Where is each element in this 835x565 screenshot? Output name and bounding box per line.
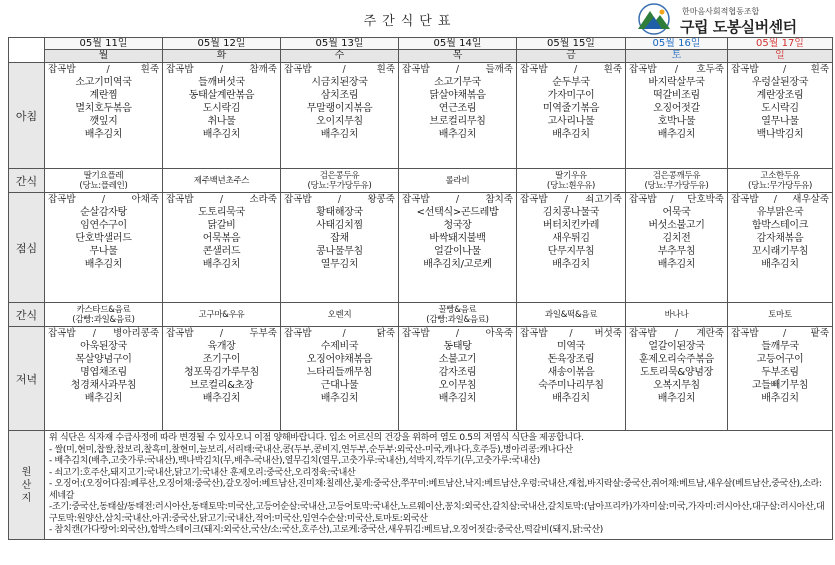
meal-header <box>402 194 513 206</box>
lunch-cell <box>399 193 517 303</box>
mountain-logo-icon <box>632 3 676 35</box>
date-cell: 05월 16일 <box>626 38 728 50</box>
dish-item: 닭갈비 <box>207 220 236 231</box>
slash-divider: / <box>773 194 777 205</box>
dish-item: 가자미구이 <box>547 90 595 101</box>
snack-item: (감빵:과일&음료) <box>426 314 489 325</box>
snack-item: 고구마&우유 <box>198 309 245 320</box>
slash-divider: / <box>674 64 679 75</box>
meal-header <box>520 194 622 206</box>
rice-label: 잡곡밥 <box>402 194 430 205</box>
porridge-label: 흰죽 <box>140 64 159 75</box>
dish-item: 멸치호두볶음 <box>75 103 132 114</box>
dish-item: 아욱된장국 <box>80 341 127 352</box>
dish-item: 계란장조림 <box>756 90 804 101</box>
dish-item: 오이무침 <box>438 380 477 391</box>
dish-item: 브로컬리&초장 <box>189 380 254 391</box>
snack-item: (당뇨:흰우유) <box>546 180 596 191</box>
origin-label-text: 원 산 지 <box>21 467 32 505</box>
lunch-cell <box>517 193 626 303</box>
dish-item: 근대나물 <box>320 380 359 391</box>
rice-label: 잡곡밥 <box>731 194 759 205</box>
dish-item: 백나박김치 <box>756 129 804 140</box>
snack-item: 카스타드&음료 <box>76 304 131 315</box>
date-cell: 05월 17일 <box>728 38 833 50</box>
meal-header <box>520 328 622 340</box>
snack-item: 딸기우유 <box>555 170 587 181</box>
dish-item: 수제비국 <box>320 341 359 352</box>
weekday-cell: 금 <box>517 50 626 63</box>
slash-divider: / <box>564 194 568 205</box>
dish-item: 고들빼기무침 <box>751 380 809 391</box>
snack-cell <box>626 303 728 327</box>
rice-label: 잡곡밥 <box>731 64 759 75</box>
dish-item: 도시락김 <box>202 103 241 114</box>
origin-label <box>9 431 45 540</box>
dish-item: 새송이볶음 <box>547 367 595 378</box>
snack-item: 롤라비 <box>445 175 470 186</box>
dish-item: 계란찜 <box>89 90 118 101</box>
dish-item: 배추김치 <box>657 393 696 404</box>
slash-divider: / <box>106 64 110 75</box>
snack-item: 과일&떡&음료 <box>544 309 598 320</box>
dish-item: 닭살야채볶음 <box>429 90 486 101</box>
porridge-label: 들깨죽 <box>485 64 513 75</box>
dish-item: 동태탕 <box>443 341 472 352</box>
meal-header <box>166 64 277 76</box>
lunch-cell <box>728 193 833 303</box>
porridge-label: 왕콩죽 <box>367 194 395 205</box>
dinner-cell <box>517 327 626 431</box>
dish-item: 조기구이 <box>202 354 241 365</box>
snack-item: 딸기요플레 <box>83 170 124 181</box>
dish-item: 훈제오리숙주볶음 <box>639 354 714 365</box>
snack1-label: 간식 <box>9 169 45 193</box>
dish-item: 삼치조림 <box>320 90 359 101</box>
dish-item: 들깨버섯국 <box>198 77 245 88</box>
slash-divider: / <box>219 64 224 75</box>
snack-item: 오렌지 <box>327 309 352 320</box>
dish-item: 순두부국 <box>552 77 590 88</box>
note-line: 위 식단은 식자재 수급사정에 따라 변경될 수 있사오니 이점 양해바랍니다. 입소 어르신의 건강을 위하여 염도 0.5의 저염식 식단을 제공합니다. <box>49 433 584 443</box>
slash-divider: / <box>573 64 578 75</box>
slash-divider: / <box>337 194 342 205</box>
note-line: - 쇠고기:호주산,돼지고기:국내산,닭고기:국내산 훈제오리:중국산,오리정육:국내산 <box>49 467 356 478</box>
dish-item: 임연수구이 <box>80 220 127 231</box>
dinner-cell <box>728 327 833 431</box>
meal-header <box>731 328 829 340</box>
meal-header <box>520 64 622 76</box>
slash-divider: / <box>455 194 460 205</box>
dish-item: 열무나물 <box>761 116 799 127</box>
porridge-label: 새우살죽 <box>792 194 829 205</box>
note-line: -조기:중국산,동태살/동태전:러시아산,동태토막:미국산,고등어순살:국내산,고등어토막:국내산,노르웨이산,꽁치:외국산,갈치살:국내산,갈치토막:(남아프리카)가자미살:미국,가자미:러시아산,대구살:러시아산,대구토막:원양산,삼치:국내산,아귀:중국산,닭고기:국내산,적어:미국산,임연수순살:미국산,토마토:외국산 <box>49 502 825 524</box>
porridge-label: 흰죽 <box>603 64 622 75</box>
snack-item: 검은콩깨두유 <box>652 170 701 181</box>
dish-item: 유부맑은국 <box>756 207 804 218</box>
slash-divider: / <box>342 328 346 339</box>
dish-item: 청포묵김가루무침 <box>184 367 259 378</box>
dish-item: 열무김치 <box>320 259 359 270</box>
rice-label: 잡곡밥 <box>166 194 194 205</box>
dish-item: 오복지무침 <box>653 380 700 391</box>
snack2-row <box>9 303 833 327</box>
rice-label: 잡곡밥 <box>520 194 548 205</box>
rice-label: 잡곡밥 <box>402 64 430 75</box>
porridge-label: 닭죽 <box>376 328 395 339</box>
dish-item: 배추김치 <box>552 259 590 270</box>
weekday-cell: 일 <box>728 50 833 63</box>
dish-item: 배추김치 <box>438 129 477 140</box>
dish-item: 배추김치 <box>761 259 799 270</box>
center-logo <box>632 3 832 37</box>
dish-item: 느타리들깨무침 <box>306 367 373 378</box>
dish-item: 배추김치 <box>202 259 241 270</box>
breakfast-label: 아침 <box>9 63 45 169</box>
dish-item: 육개장 <box>207 341 236 352</box>
dish-item: 순살감자탕 <box>80 207 127 218</box>
snack-item: 바나나 <box>664 309 689 320</box>
porridge-label: 흰죽 <box>376 64 395 75</box>
dish-item: 바지락살무국 <box>648 77 705 88</box>
corner-cell <box>9 38 45 63</box>
rice-label: 잡곡밥 <box>629 194 657 205</box>
rice-label: 잡곡밥 <box>166 328 194 339</box>
lunch-label: 점심 <box>9 193 45 303</box>
dish-item: 김치콩나물국 <box>542 207 600 218</box>
dish-item: 목살양념구이 <box>75 354 132 365</box>
dish-item: 배추김치 <box>202 393 241 404</box>
dish-item: 연근조림 <box>438 103 477 114</box>
weekday-row <box>9 50 833 63</box>
slash-divider: / <box>92 328 96 339</box>
porridge-label: 단호박죽 <box>687 194 724 205</box>
weekday-cell: 월 <box>45 50 163 63</box>
dish-item: 배추김치 <box>552 129 590 140</box>
dish-item: 새우튀김 <box>552 233 590 244</box>
snack-cell <box>45 303 163 327</box>
snack2-label: 간식 <box>9 303 45 327</box>
slash-divider: / <box>670 194 674 205</box>
slash-divider: / <box>455 64 460 75</box>
dish-item: 얼갈이나물 <box>434 246 481 257</box>
dish-item: 미역국 <box>556 341 586 352</box>
meal-header <box>284 328 395 340</box>
meal-header <box>402 328 513 340</box>
snack-item: 꿀빵&음료 <box>438 304 477 315</box>
snack-cell <box>517 169 626 193</box>
dinner-cell <box>281 327 399 431</box>
dish-item: 어묵국 <box>662 207 691 218</box>
weekday-cell: 토 <box>626 50 728 63</box>
dish-item: 단무지무침 <box>547 246 595 257</box>
date-cell: 05월 13일 <box>281 38 399 50</box>
meal-header <box>48 194 159 206</box>
dinner-label: 저녁 <box>9 327 45 431</box>
dish-item: 부추무침 <box>657 246 696 257</box>
rice-label: 잡곡밥 <box>284 328 312 339</box>
porridge-label: 버섯죽 <box>594 328 622 339</box>
snack-cell <box>626 169 728 193</box>
snack-cell <box>517 303 626 327</box>
dinner-cell <box>399 327 517 431</box>
dish-item: 청경채사과무침 <box>70 380 137 391</box>
meal-header <box>629 194 724 206</box>
slash-divider: / <box>342 64 346 75</box>
rice-label: 잡곡밥 <box>629 64 657 75</box>
weekday-cell: 목 <box>399 50 517 63</box>
porridge-label: 아욱죽 <box>485 328 513 339</box>
meal-header <box>284 194 395 206</box>
porridge-label: 참깨죽 <box>249 64 277 75</box>
meal-header <box>284 64 395 76</box>
dish-item: 고등어구이 <box>756 354 804 365</box>
porridge-label: 병아리콩죽 <box>113 328 159 339</box>
org-name: 한마음사회적협동조합 <box>682 7 760 16</box>
dish-item: 사태김치찜 <box>316 220 363 231</box>
dish-item: 배추김치 <box>84 393 123 404</box>
dish-item: 바싹돼지불백 <box>429 233 486 244</box>
page-title: 주간식단표 <box>363 14 457 29</box>
dish-item: 소고기미역국 <box>75 77 132 88</box>
rice-label: 잡곡밥 <box>166 64 194 75</box>
dish-item: 황태해장국 <box>316 207 363 218</box>
lunch-cell <box>45 193 163 303</box>
meal-header <box>629 328 724 340</box>
porridge-label: 계란죽 <box>696 328 724 339</box>
dish-item: 배추김치 <box>552 393 590 404</box>
dish-item: 돈육장조림 <box>547 354 595 365</box>
dish-item: 얼갈이된장국 <box>648 341 705 352</box>
dish-item: 배추김치 <box>320 393 359 404</box>
meal-header <box>731 64 829 76</box>
dish-item: 배추김치 <box>657 259 696 270</box>
dish-item: 청국장 <box>443 220 472 231</box>
date-row <box>9 38 833 50</box>
dish-item: 미역줄기볶음 <box>542 103 600 114</box>
snack-cell <box>281 303 399 327</box>
dinner-cell <box>45 327 163 431</box>
dish-item: 버섯소불고기 <box>648 220 705 231</box>
porridge-label: 쇠고기죽 <box>585 194 622 205</box>
date-cell: 05월 12일 <box>163 38 281 50</box>
dish-item: 배추김치 <box>84 129 123 140</box>
meal-header <box>48 328 159 340</box>
rice-label: 잡곡밥 <box>520 328 548 339</box>
dish-item: 배추김치 <box>657 129 696 140</box>
snack-cell <box>163 303 281 327</box>
dish-item: 오징어야채볶음 <box>306 354 373 365</box>
porridge-label: 흰죽 <box>810 64 829 75</box>
dish-item: 도토리묵국 <box>198 207 245 218</box>
snack-item: 고소한두유 <box>760 170 800 181</box>
snack-item: (당뇨:무가당두유) <box>307 180 372 191</box>
note-line: - 배추김치(배추,고춧가루:국내산),백나박김치(무,배추-국내산),열무김치(열무,고춧가루:국내산),석박지,깍두기(무,고춧가루:국내산) <box>49 456 540 466</box>
porridge-label: 두부죽 <box>249 328 277 339</box>
dish-item: 콩나물무침 <box>316 246 363 257</box>
lunch-cell <box>281 193 399 303</box>
dish-item: 들깨무국 <box>761 341 799 352</box>
breakfast-cell <box>281 63 399 169</box>
dish-item: 어묵볶음 <box>202 233 241 244</box>
dish-item: 배추김치 <box>202 129 241 140</box>
snack-cell <box>728 303 833 327</box>
slash-divider: / <box>782 64 787 75</box>
dish-item: 도토리묵&양념장 <box>639 367 714 378</box>
dish-item: 취나물 <box>207 116 236 127</box>
breakfast-cell <box>45 63 163 169</box>
breakfast-cell <box>626 63 728 169</box>
dinner-row <box>9 327 833 431</box>
dish-item: 콘샐러드 <box>202 246 241 257</box>
rice-label: 잡곡밥 <box>284 194 312 205</box>
weekly-menu-table <box>8 37 833 540</box>
dish-item: 오이지무침 <box>316 116 363 127</box>
slash-divider: / <box>674 328 679 339</box>
slash-divider: / <box>569 328 573 339</box>
dish-item: 무말랭이지볶음 <box>306 103 373 114</box>
meal-header <box>166 194 277 206</box>
snack-item: (당뇨:플레인) <box>79 180 128 191</box>
dish-item: 오징어젓갈 <box>653 103 700 114</box>
porridge-label: 아채죽 <box>131 194 159 205</box>
rice-label: 잡곡밥 <box>402 328 430 339</box>
lunch-cell <box>626 193 728 303</box>
rice-label: 잡곡밥 <box>731 328 759 339</box>
origin-row <box>9 431 833 540</box>
dish-item: 꼬시래기무침 <box>751 246 809 257</box>
snack-cell <box>728 169 833 193</box>
dish-item: 감자조림 <box>438 367 477 378</box>
dish-item: 명엽채조림 <box>80 367 127 378</box>
dish-item: 도시락김 <box>761 103 799 114</box>
dish-item: 감자채볶음 <box>756 233 804 244</box>
snack-cell <box>163 169 281 193</box>
snack-item: 검은콩두유 <box>319 170 360 181</box>
dinner-cell <box>626 327 728 431</box>
snack-item: 제주백년초주스 <box>193 175 250 186</box>
slash-divider: / <box>219 194 224 205</box>
dish-item: 두부조림 <box>761 367 799 378</box>
snack-cell <box>281 169 399 193</box>
dish-item: 숙주미나리무침 <box>538 380 604 391</box>
dish-item: 무나물 <box>89 246 118 257</box>
rice-label: 잡곡밥 <box>520 64 548 75</box>
rice-label: 잡곡밥 <box>48 328 76 339</box>
dish-item: 호박나물 <box>657 116 696 127</box>
snack-item: (당뇨:무가당두유) <box>748 180 812 191</box>
dish-item: 김치전 <box>662 233 691 244</box>
porridge-label: 호두죽 <box>696 64 724 75</box>
note-line: - 쌀(미,현미,찹쌀,찹보리,찰흑미,찰현미,늘보리,서리태:국내산,콩(두부,콩비지,연두부,순두부:외국산-미국,캐나다,호주등),병아리콩:캐나다산 <box>49 444 573 455</box>
porridge-label: 참치죽 <box>485 194 513 205</box>
rice-label: 잡곡밥 <box>48 64 76 75</box>
weekday-cell: 수 <box>281 50 399 63</box>
notes-cell <box>45 431 833 540</box>
dish-item: 동태살계란볶음 <box>188 90 255 101</box>
dish-item: 배추김치 <box>761 393 799 404</box>
snack-item: (감빵:과일&음료) <box>72 314 135 325</box>
dinner-cell <box>163 327 281 431</box>
snack-item: 토마토 <box>768 309 792 320</box>
dish-item: 버터치킨카레 <box>542 220 600 231</box>
dish-item: 단호박샐러드 <box>75 233 132 244</box>
slash-divider: / <box>782 328 787 339</box>
rice-label: 잡곡밥 <box>284 64 312 75</box>
meal-header <box>731 194 829 206</box>
breakfast-cell <box>163 63 281 169</box>
dish-item: 고사리나물 <box>547 116 595 127</box>
dish-item: 소불고기 <box>438 354 477 365</box>
dish-item: <선택식>곤드레밥 <box>416 207 499 218</box>
breakfast-cell <box>517 63 626 169</box>
weekday-cell: 화 <box>163 50 281 63</box>
dish-item: 배추김치 <box>320 129 359 140</box>
dish-item: 함박스테이크 <box>751 220 809 231</box>
dish-item: 시금치된장국 <box>311 77 368 88</box>
date-cell: 05월 15일 <box>517 38 626 50</box>
center-name: 구립 도봉실버센터 <box>680 18 797 36</box>
rice-label: 잡곡밥 <box>629 328 657 339</box>
rice-label: 잡곡밥 <box>48 194 76 205</box>
slash-divider: / <box>101 194 106 205</box>
porridge-label: 팥죽 <box>810 328 829 339</box>
snack-cell <box>45 169 163 193</box>
snack1-row <box>9 169 833 193</box>
dish-item: 소고기무국 <box>434 77 481 88</box>
snack-cell <box>399 169 517 193</box>
dish-item: 깻잎지 <box>89 116 118 127</box>
slash-divider: / <box>455 328 460 339</box>
date-cell: 05월 14일 <box>399 38 517 50</box>
meal-header <box>166 328 277 340</box>
lunch-cell <box>163 193 281 303</box>
dish-item: 브로컬리무침 <box>429 116 486 127</box>
meal-header <box>402 64 513 76</box>
slash-divider: / <box>219 328 224 339</box>
snack-item: (당뇨:무가당두유) <box>644 180 709 191</box>
meal-header <box>48 64 159 76</box>
note-line: - 오징어:(오징어다짐:페루산,오징어채:중국산),갈오징어:베트남산,진미채:칠레산,꽃게:중국산,쭈꾸미:베트남산,낙지:베트남산,우렁:국내산,재첩,바지락살:중국산,쥐어채:베트남,새우살(베트남산,중국산),소라:세네갈 <box>49 479 822 501</box>
snack-cell <box>399 303 517 327</box>
dish-item: 배추김치/고로케 <box>423 259 492 270</box>
date-cell: 05월 11일 <box>45 38 163 50</box>
breakfast-cell <box>399 63 517 169</box>
meal-header <box>629 64 724 76</box>
porridge-label: 소라죽 <box>249 194 277 205</box>
dish-item: 떡갈비조림 <box>653 90 700 101</box>
dish-item: 잡채 <box>330 233 349 244</box>
dish-item: 우렁살된장국 <box>751 77 809 88</box>
dish-item: 배추김치 <box>84 259 123 270</box>
note-line: - 참치캔(가다랑어:외국산),함박스테이크(돼지:외국산,국산/소:국산,호주산),고로케:중국산,새우튀김:베트남,오징어젓갈:중국산,떡갈비(돼지,닭:국산) <box>49 525 603 535</box>
breakfast-cell <box>728 63 833 169</box>
lunch-row <box>9 193 833 303</box>
dish-item: 배추김치 <box>438 393 477 404</box>
breakfast-row <box>9 63 833 169</box>
